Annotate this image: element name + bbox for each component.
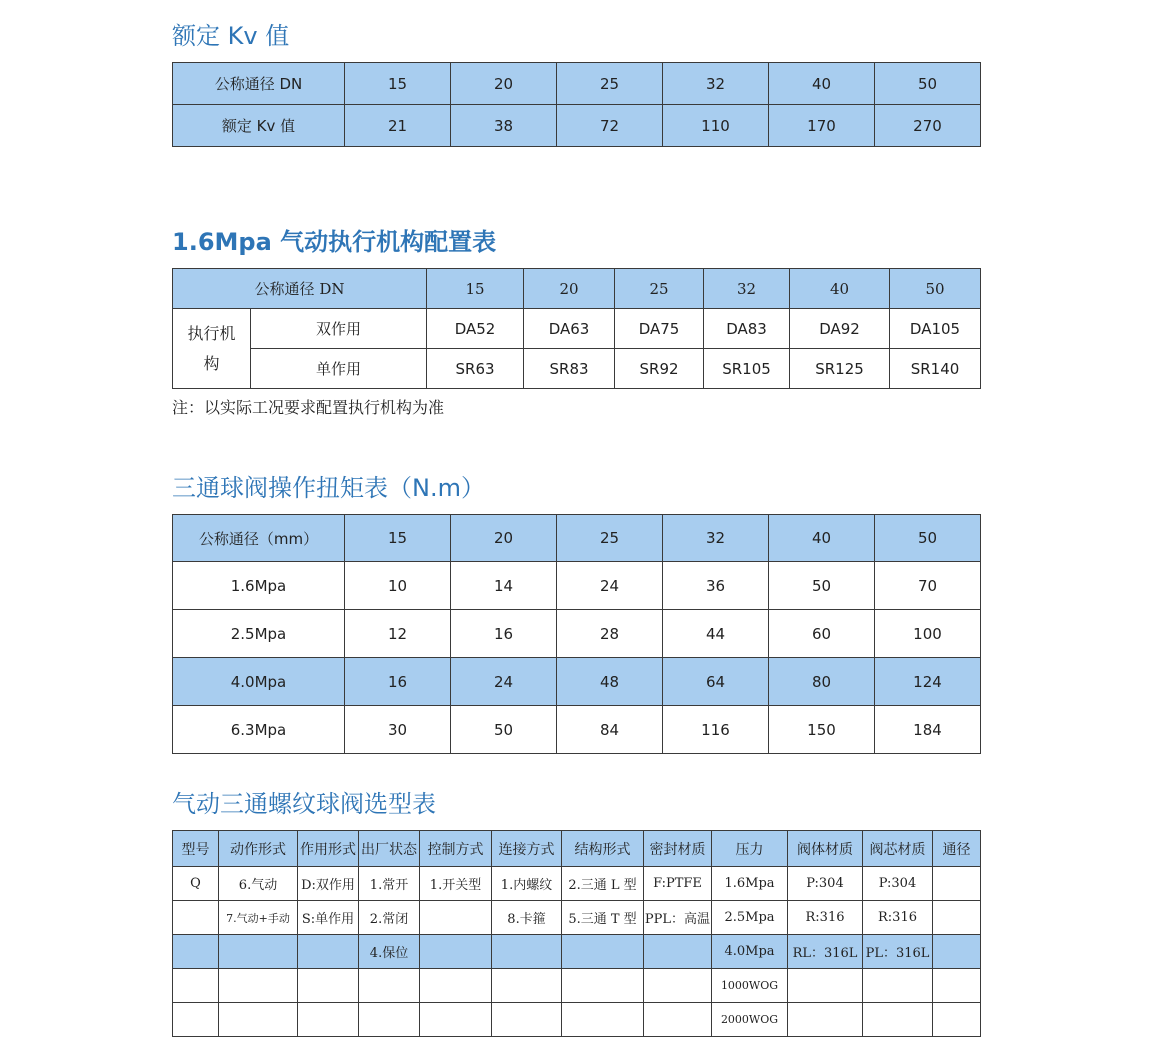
actuator-double-value: DA75	[615, 309, 704, 349]
selection-header: 动作形式	[219, 831, 298, 867]
selection-header: 阀体材质	[788, 831, 863, 867]
selection-title: 气动三通螺纹球阀选型表	[172, 790, 436, 818]
torque-size: 20	[451, 515, 557, 562]
selection-cell: 1.内螺纹	[492, 867, 562, 901]
torque-size: 32	[663, 515, 769, 562]
actuator-single-value: SR63	[427, 349, 524, 389]
selection-cell: 2.常闭	[359, 901, 420, 935]
kv-size: 25	[557, 63, 663, 105]
torque-title: 三通球阀操作扭矩表（N.m）	[172, 474, 485, 502]
selection-cell	[933, 1003, 981, 1037]
selection-cell	[562, 969, 644, 1003]
kv-size: 20	[451, 63, 557, 105]
selection-cell: 1.常开	[359, 867, 420, 901]
torque-pressure: 2.5Mpa	[173, 610, 345, 658]
selection-header: 型号	[173, 831, 219, 867]
selection-cell	[219, 969, 298, 1003]
selection-cell: 6.气动	[219, 867, 298, 901]
torque-pressure: 1.6Mpa	[173, 562, 345, 610]
kv-value-row	[173, 105, 981, 147]
actuator-double-label: 双作用	[251, 309, 427, 349]
torque-value: 12	[345, 610, 451, 658]
selection-cell: 2000WOG	[712, 1003, 788, 1037]
selection-cell: 2.三通 L 型	[562, 867, 644, 901]
selection-row	[173, 1003, 981, 1037]
selection-table	[172, 830, 981, 1037]
selection-cell: RL：316L	[788, 935, 863, 969]
torque-size: 15	[345, 515, 451, 562]
kv-value: 270	[875, 105, 981, 147]
torque-value: 24	[451, 658, 557, 706]
actuator-double-row	[173, 309, 981, 349]
selection-cell	[644, 969, 712, 1003]
actuator-size: 15	[427, 269, 524, 309]
selection-cell	[420, 935, 492, 969]
torque-value: 16	[345, 658, 451, 706]
kv-value: 110	[663, 105, 769, 147]
selection-cell: 1.开关型	[420, 867, 492, 901]
actuator-single-value: SR125	[790, 349, 890, 389]
selection-cell: 8.卡箍	[492, 901, 562, 935]
selection-cell: 1.6Mpa	[712, 867, 788, 901]
selection-cell	[933, 867, 981, 901]
selection-cell: D:双作用	[298, 867, 359, 901]
selection-cell	[863, 1003, 933, 1037]
selection-cell	[298, 969, 359, 1003]
selection-cell	[359, 1003, 420, 1037]
kv-size: 15	[345, 63, 451, 105]
selection-cell	[359, 969, 420, 1003]
selection-cell: R:316	[788, 901, 863, 935]
actuator-size: 32	[704, 269, 790, 309]
torque-value: 150	[769, 706, 875, 754]
selection-header: 出厂状态	[359, 831, 420, 867]
selection-cell: 4.0Mpa	[712, 935, 788, 969]
actuator-table	[172, 268, 981, 389]
torque-value: 10	[345, 562, 451, 610]
torque-value: 44	[663, 610, 769, 658]
torque-row	[173, 562, 981, 610]
selection-row-highlight	[173, 935, 981, 969]
actuator-single-value: SR83	[524, 349, 615, 389]
torque-header-label: 公称通径（mm）	[173, 515, 345, 562]
actuator-single-label: 单作用	[251, 349, 427, 389]
torque-row-highlight	[173, 658, 981, 706]
selection-cell	[173, 1003, 219, 1037]
actuator-size: 40	[790, 269, 890, 309]
selection-cell	[562, 1003, 644, 1037]
torque-value: 184	[875, 706, 981, 754]
selection-cell	[562, 935, 644, 969]
actuator-size: 25	[615, 269, 704, 309]
actuator-double-value: DA52	[427, 309, 524, 349]
actuator-group-label: 执行机构	[173, 309, 251, 389]
selection-header: 作用形式	[298, 831, 359, 867]
selection-cell	[219, 1003, 298, 1037]
torque-value: 84	[557, 706, 663, 754]
torque-size: 25	[557, 515, 663, 562]
kv-size: 40	[769, 63, 875, 105]
torque-row	[173, 610, 981, 658]
torque-value: 64	[663, 658, 769, 706]
torque-value: 100	[875, 610, 981, 658]
selection-header: 压力	[712, 831, 788, 867]
selection-cell	[788, 969, 863, 1003]
selection-cell	[492, 935, 562, 969]
torque-row	[173, 706, 981, 754]
selection-cell	[420, 1003, 492, 1037]
selection-header: 结构形式	[562, 831, 644, 867]
selection-header: 连接方式	[492, 831, 562, 867]
actuator-size: 50	[890, 269, 981, 309]
selection-cell	[788, 1003, 863, 1037]
torque-value: 36	[663, 562, 769, 610]
selection-cell	[173, 935, 219, 969]
actuator-note: 注：以实际工况要求配置执行机构为准	[172, 398, 445, 417]
kv-header-row	[173, 63, 981, 105]
actuator-double-value: DA63	[524, 309, 615, 349]
selection-cell: 5.三通 T 型	[562, 901, 644, 935]
selection-header: 控制方式	[420, 831, 492, 867]
selection-cell	[173, 901, 219, 935]
selection-row	[173, 969, 981, 1003]
torque-value: 50	[769, 562, 875, 610]
selection-cell	[933, 935, 981, 969]
selection-header: 密封材质	[644, 831, 712, 867]
torque-value: 124	[875, 658, 981, 706]
actuator-single-row	[173, 349, 981, 389]
actuator-header-label: 公称通径 DN	[173, 269, 427, 309]
kv-value: 170	[769, 105, 875, 147]
selection-cell: P:304	[788, 867, 863, 901]
torque-value: 80	[769, 658, 875, 706]
selection-cell: R:316	[863, 901, 933, 935]
torque-value: 14	[451, 562, 557, 610]
torque-value: 24	[557, 562, 663, 610]
selection-cell: P:304	[863, 867, 933, 901]
kv-value: 38	[451, 105, 557, 147]
selection-cell: PL：316L	[863, 935, 933, 969]
selection-cell: Q	[173, 867, 219, 901]
selection-cell: F:PTFE	[644, 867, 712, 901]
torque-size: 40	[769, 515, 875, 562]
selection-header-row	[173, 831, 981, 867]
torque-pressure: 4.0Mpa	[173, 658, 345, 706]
torque-value: 50	[451, 706, 557, 754]
torque-value: 48	[557, 658, 663, 706]
torque-table	[172, 514, 981, 754]
torque-value: 116	[663, 706, 769, 754]
selection-row	[173, 901, 981, 935]
actuator-size: 20	[524, 269, 615, 309]
selection-cell	[219, 935, 298, 969]
kv-size: 50	[875, 63, 981, 105]
selection-cell	[644, 1003, 712, 1037]
selection-cell	[863, 969, 933, 1003]
selection-header: 通径	[933, 831, 981, 867]
selection-cell: 2.5Mpa	[712, 901, 788, 935]
torque-value: 28	[557, 610, 663, 658]
selection-cell	[933, 901, 981, 935]
kv-value: 72	[557, 105, 663, 147]
kv-value: 21	[345, 105, 451, 147]
selection-cell: 4.保位	[359, 935, 420, 969]
selection-header: 阀芯材质	[863, 831, 933, 867]
actuator-double-value: DA92	[790, 309, 890, 349]
kv-row-label: 额定 Kv 值	[173, 105, 345, 147]
actuator-double-value: DA105	[890, 309, 981, 349]
selection-cell	[644, 935, 712, 969]
kv-size: 32	[663, 63, 769, 105]
actuator-single-value: SR105	[704, 349, 790, 389]
selection-cell	[173, 969, 219, 1003]
selection-cell: S:单作用	[298, 901, 359, 935]
torque-pressure: 6.3Mpa	[173, 706, 345, 754]
selection-cell: 7.气动+手动	[219, 901, 298, 935]
kv-header-label: 公称通径 DN	[173, 63, 345, 105]
selection-cell: PPL：高温	[644, 901, 712, 935]
selection-cell	[298, 935, 359, 969]
torque-value: 30	[345, 706, 451, 754]
actuator-title: 1.6Mpa 气动执行机构配置表	[172, 228, 497, 256]
kv-title: 额定 Kv 值	[172, 22, 290, 50]
torque-header-row	[173, 515, 981, 562]
selection-cell	[420, 901, 492, 935]
actuator-header-row	[173, 269, 981, 309]
torque-size: 50	[875, 515, 981, 562]
selection-cell: 1000WOG	[712, 969, 788, 1003]
torque-value: 16	[451, 610, 557, 658]
selection-cell	[420, 969, 492, 1003]
torque-value: 70	[875, 562, 981, 610]
actuator-single-value: SR92	[615, 349, 704, 389]
selection-cell	[492, 1003, 562, 1037]
selection-cell	[298, 1003, 359, 1037]
selection-cell	[492, 969, 562, 1003]
actuator-single-value: SR140	[890, 349, 981, 389]
kv-table	[172, 62, 981, 147]
torque-value: 60	[769, 610, 875, 658]
actuator-double-value: DA83	[704, 309, 790, 349]
selection-cell	[933, 969, 981, 1003]
selection-row	[173, 867, 981, 901]
